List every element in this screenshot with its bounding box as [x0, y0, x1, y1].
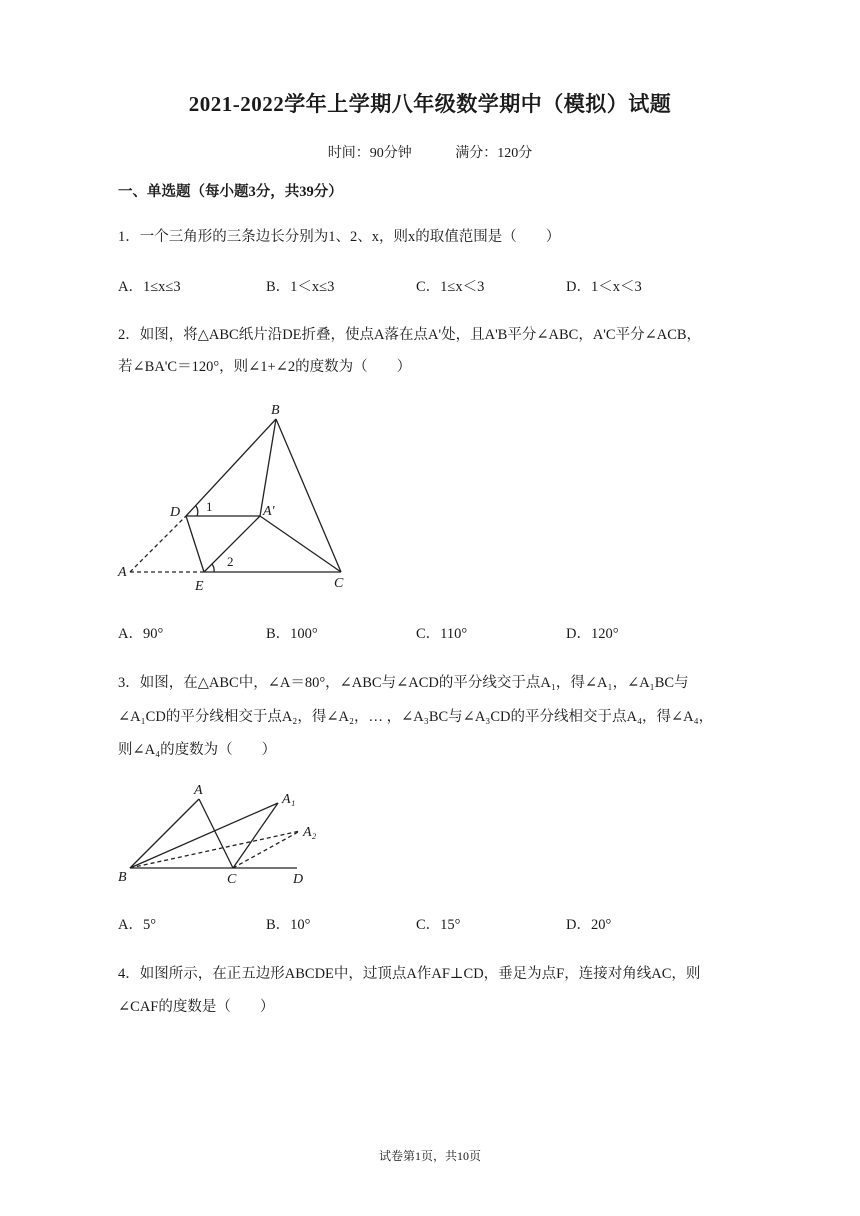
- question-4-line-2: ∠CAF的度数是（ ）: [118, 999, 275, 1015]
- q1-option-b: B．1＜x≤3: [266, 279, 335, 295]
- q2-angle-2: 2: [227, 554, 234, 569]
- q1-option-c: C．1≤x＜3: [416, 279, 485, 295]
- q2-option-c: C．110°: [416, 626, 468, 642]
- page-title: 2021-2022学年上学期八年级数学期中（模拟）试题: [188, 92, 672, 116]
- q2-label-a: A: [118, 565, 127, 580]
- exam-meta: [0, 142, 860, 162]
- question-4-line-1: 4．如图所示，在正五边形ABCDE中，过顶点A作AF⊥CD，垂足为点F，连接对角线AC，则: [118, 966, 701, 982]
- q2-label-b: B: [271, 403, 280, 418]
- q3-label-c: C: [227, 872, 237, 887]
- q3-label-a: A: [194, 783, 203, 798]
- q3-option-d: D．20°: [566, 917, 612, 933]
- q2-label-e: E: [195, 579, 204, 594]
- q2-label-d: D: [170, 505, 181, 520]
- q2-label-a-prime: A': [263, 504, 275, 519]
- q3-label-d: D: [293, 872, 304, 887]
- q3-bisector-figure: [110, 778, 340, 888]
- q3-option-c: C．15°: [416, 917, 461, 933]
- question-3-line-3: 则∠A₄的度数为（ ）: [118, 742, 277, 758]
- q2-option-a: A．90°: [118, 626, 164, 642]
- q1-option-d: D．1＜x＜3: [566, 279, 642, 295]
- page-footer: 试卷第1页，共10页: [378, 1149, 481, 1163]
- q2-option-b: B．100°: [266, 626, 318, 642]
- q2-label-c: C: [334, 576, 344, 591]
- q3-option-a: A．5°: [118, 917, 157, 933]
- section-heading: 一、单选题（每小题3分，共39分）: [118, 184, 343, 200]
- q3-label-a2: A₂: [303, 825, 317, 840]
- exam-score: 满分：120分: [455, 146, 533, 161]
- q3-option-b: B．10°: [266, 917, 311, 933]
- question-2-line-1: 2．如图，将△ABC纸片沿DE折叠，使点A落在点A'处，且A'B平分∠ABC，A'C平分∠ACB，: [118, 327, 702, 343]
- question-1-stem: 1．一个三角形的三条边长分别为1、2、x，则x的取值范围是（ ）: [118, 229, 561, 245]
- question-3-line-1: 3．如图，在△ABC中，∠A＝80°，∠ABC与∠ACD的平分线交于点A₁，得∠A₁，∠A₁BC与: [118, 675, 689, 691]
- q1-option-a: A．1≤x≤3: [118, 279, 181, 295]
- q2-angle-1: 1: [206, 499, 213, 514]
- question-3-line-2: ∠A₁CD的平分线相交于点A₂，得∠A₂，… ，∠A₃BC与∠A₃CD的平分线相交于点A₄，得∠A₄，: [118, 709, 714, 725]
- q2-option-d: D．120°: [566, 626, 619, 642]
- q2-triangle-figure: [110, 398, 370, 598]
- q3-label-a1: A₁: [282, 792, 296, 807]
- question-2-line-2: 若∠BA'C＝120°，则∠1+∠2的度数为（ ）: [118, 359, 412, 375]
- q3-label-b: B: [118, 870, 127, 885]
- exam-time: 时间：90分钟: [327, 146, 412, 161]
